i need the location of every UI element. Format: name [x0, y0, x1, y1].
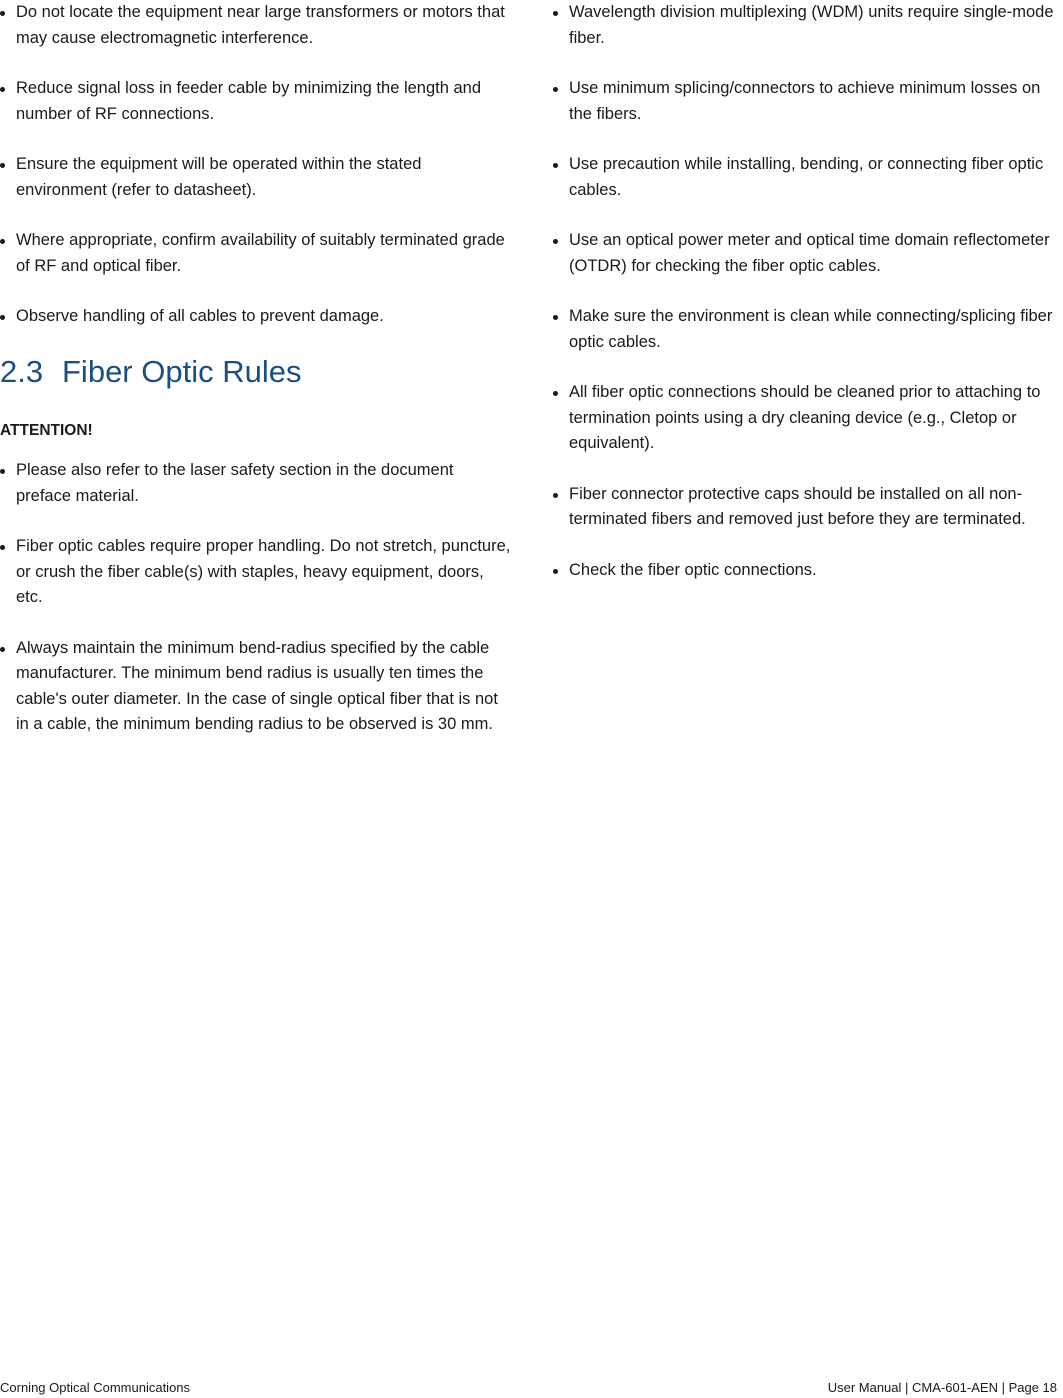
bullet-icon — [553, 239, 558, 244]
bullet-text: Observe handling of all cables to prevent damage. — [16, 307, 384, 325]
bullet-icon — [0, 11, 5, 16]
bullet-text: Make sure the environment is clean while connecting/splicing fiber optic cables. — [569, 307, 1053, 351]
bullet-icon — [0, 239, 5, 244]
bullet-text: Please also refer to the laser safety section in the document preface material. — [16, 461, 454, 505]
list-item — [0, 304, 512, 330]
bullet-text: Fiber connector protective caps should be installed on all non-terminated fibers and removed just before they are terminated. — [569, 484, 1026, 528]
bullet-text: Fiber optic cables require proper handling. Do not stretch, puncture, or crush the fiber cable(s) with staples, heavy equipment, doors, etc. — [16, 537, 511, 606]
section-number: 2.3 — [0, 354, 44, 389]
bullet-icon — [553, 11, 558, 16]
bullet-icon — [553, 569, 558, 574]
fiber-rules-list — [0, 458, 512, 763]
list-item — [0, 0, 512, 51]
bullet-icon — [0, 163, 5, 168]
section-title: Fiber Optic Rules — [62, 354, 302, 389]
list-item — [0, 76, 512, 127]
bullet-text: Always maintain the minimum bend-radius specified by the cable manufacturer. The minimum bend radius is usually ten times the cable's outer diameter. In the case of single optical fiber that is not in a cable, the minimum bending radius to be observed is 30 mm. — [16, 638, 498, 733]
list-item — [553, 76, 1058, 127]
list-item — [553, 558, 1058, 584]
bullet-text: Use precaution while installing, bending, or connecting fiber optic cables. — [569, 155, 1044, 199]
bullet-icon — [553, 315, 558, 320]
bullet-icon — [0, 469, 5, 474]
bullet-text: Ensure the equipment will be operated within the stated environment (refer to datasheet). — [16, 155, 422, 199]
right-bullet-list — [553, 0, 1058, 583]
bullet-icon — [553, 493, 558, 498]
list-item — [0, 228, 512, 279]
list-item — [0, 152, 512, 203]
footer-company: Corning Optical Communications — [0, 1380, 191, 1395]
bullet-icon — [0, 545, 5, 550]
bullet-text: Where appropriate, confirm availability of suitably terminated grade of RF and optical fiber. — [16, 231, 505, 275]
list-item — [553, 380, 1058, 457]
bullet-icon — [0, 315, 5, 320]
bullet-icon — [0, 87, 5, 92]
bullet-text: All fiber optic connections should be cleaned prior to attaching to termination points using a dry cleaning device (e.g., Cletop or equivalent). — [569, 383, 1041, 452]
bullet-icon — [553, 391, 558, 396]
bullet-text: Do not locate the equipment near large transformers or motors that may cause electromagnetic interference. — [16, 3, 505, 47]
attention-label: ATTENTION! — [0, 422, 93, 439]
section-heading — [0, 352, 301, 392]
list-item — [553, 304, 1058, 355]
right-column — [553, 0, 1058, 608]
bullet-icon — [553, 87, 558, 92]
list-item — [0, 534, 512, 611]
footer-page-info: User Manual | CMA-601-AEN | Page 18 — [827, 1380, 1057, 1395]
bullet-icon — [553, 163, 558, 168]
bullet-text: Check the fiber optic connections. — [569, 560, 817, 579]
intro-bullet-list — [0, 0, 512, 355]
list-item — [0, 458, 512, 509]
bullet-text: Use minimum splicing/connectors to achieve minimum losses on the fibers. — [569, 79, 1041, 123]
bullet-text: Use an optical power meter and optical time domain reflectometer (OTDR) for checking the fiber optic cables. — [569, 231, 1050, 275]
list-item — [0, 636, 512, 738]
list-item — [553, 228, 1058, 279]
list-item — [553, 152, 1058, 203]
list-item — [553, 482, 1058, 533]
bullet-text: Reduce signal loss in feeder cable by minimizing the length and number of RF connections. — [16, 79, 482, 123]
bullet-text: Wavelength division multiplexing (WDM) units require single-mode fiber. — [569, 3, 1054, 47]
bullet-icon — [0, 647, 5, 652]
list-item — [553, 0, 1058, 51]
